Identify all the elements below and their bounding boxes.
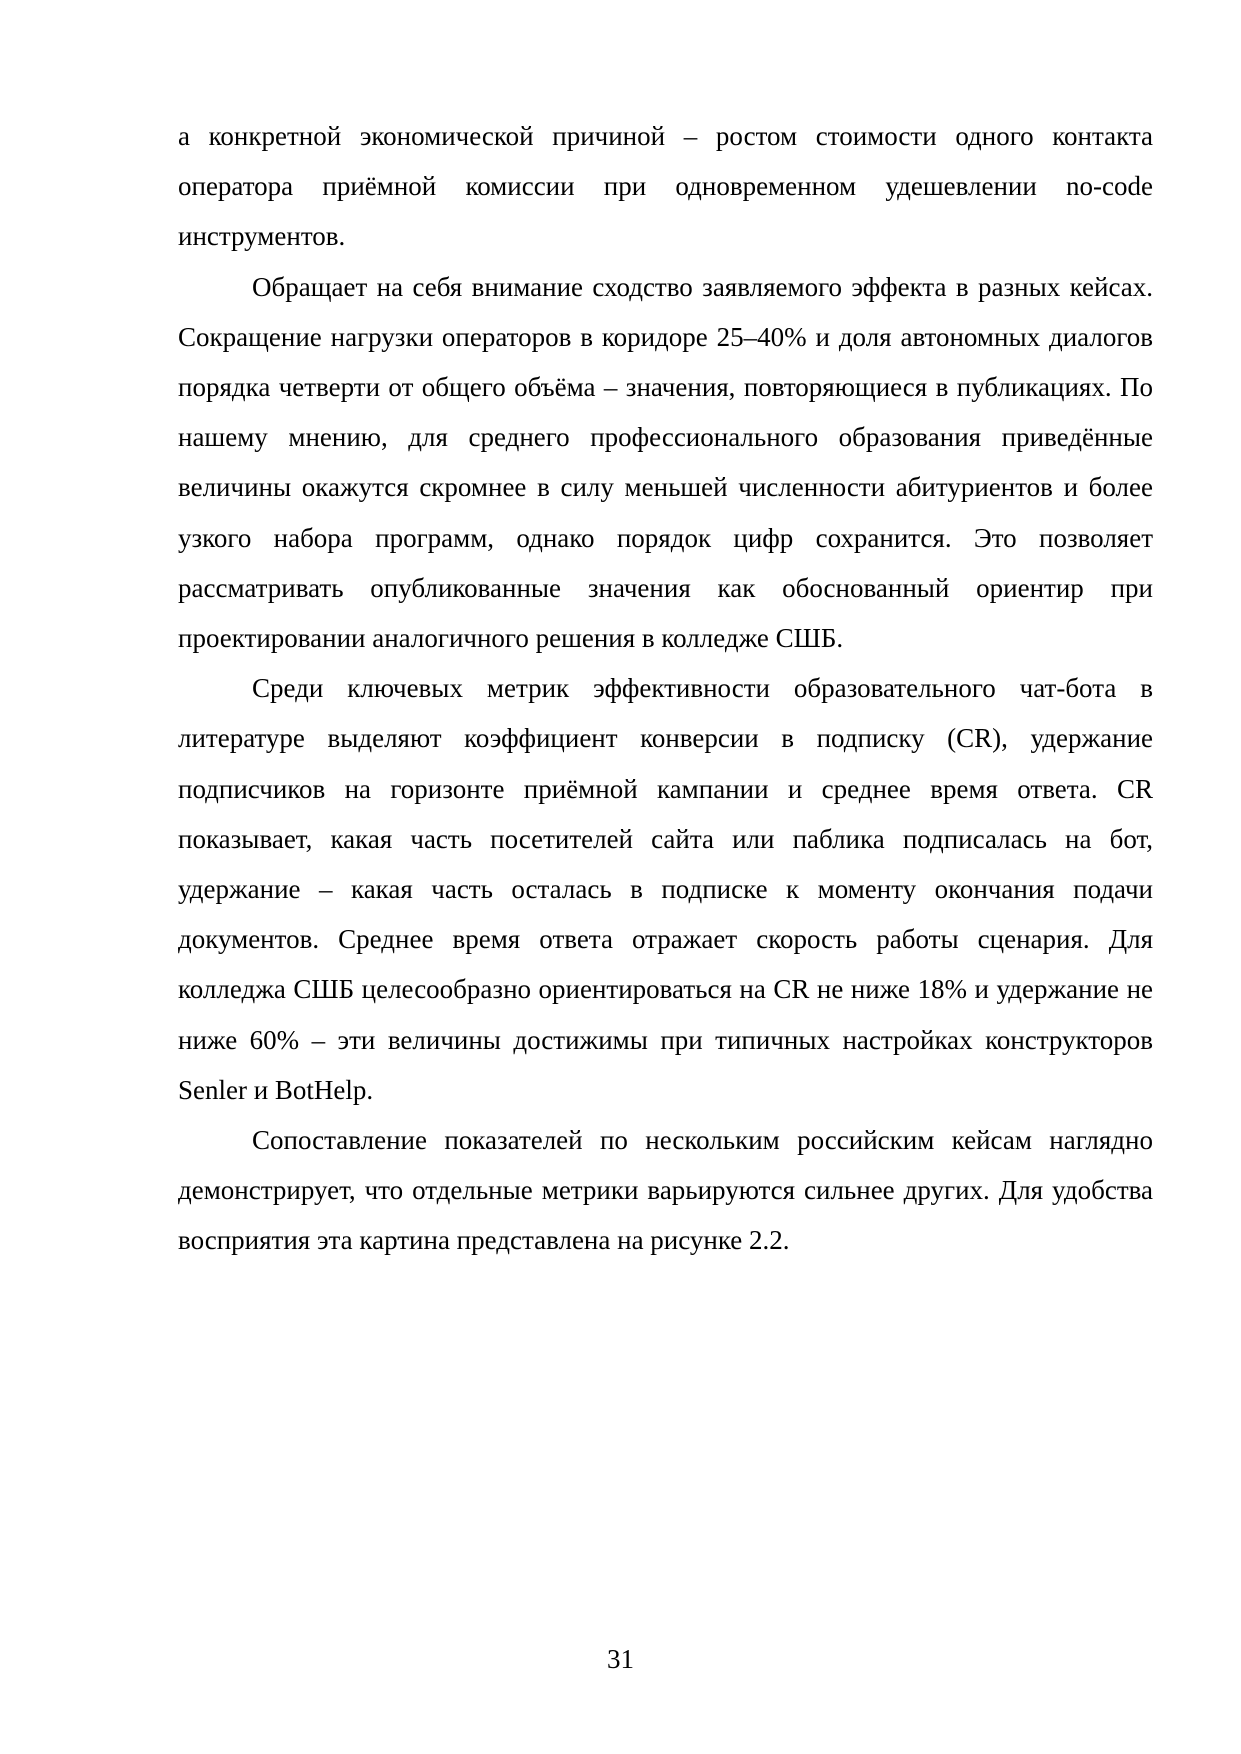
paragraph-comparison: Сопоставление показателей по нескольким российским кейсам наглядно демонстрирует, что отдельные метрики варьируются сильнее других. Для удобства восприятия эта картина представлена на рисунке 2.2. <box>178 1125 1153 1256</box>
paragraph-continuation: а конкретной экономической причиной – ростом стоимости одного контакта оператора приёмной комиссии при одновременном удешевлении no-code инструментов. <box>178 121 1153 252</box>
body-text <box>178 111 1153 1266</box>
paragraph-key-metrics: Среди ключевых метрик эффективности образовательного чат-бота в литературе выделяют коэффициент конверсии в подписку (CR), удержание подписчиков на горизонте приёмной кампании и среднее время ответа. CR показывает, какая часть посетителей сайта или паблика подписалась на бот, удержание – какая часть осталась в подписке к моменту окончания подачи документов. Среднее время ответа отражает скорость работы сценария. Для колледжа СШБ целесообразно ориентироваться на CR не ниже 18% и удержание не ниже 60% – эти величины достижимы при типичных настройках конструкторов Senler и BotHelp. <box>178 673 1153 1105</box>
paragraph-similarity-of-effect: Обращает на себя внимание сходство заявляемого эффекта в разных кейсах. Сокращение нагрузки операторов в коридоре 25–40% и доля автономных диалогов порядка четверти от общего объёма – значения, повторяющиеся в публикациях. По нашему мнению, для среднего профессионального образования приведённые величины окажутся скромнее в силу меньшей численности абитуриентов и более узкого набора программ, однако порядок цифр сохранится. Это позволяет рассматривать опубликованные значения как обоснованный ориентир при проектировании аналогичного решения в колледже СШБ. <box>178 271 1153 654</box>
page-number: 31 <box>607 1644 634 1674</box>
